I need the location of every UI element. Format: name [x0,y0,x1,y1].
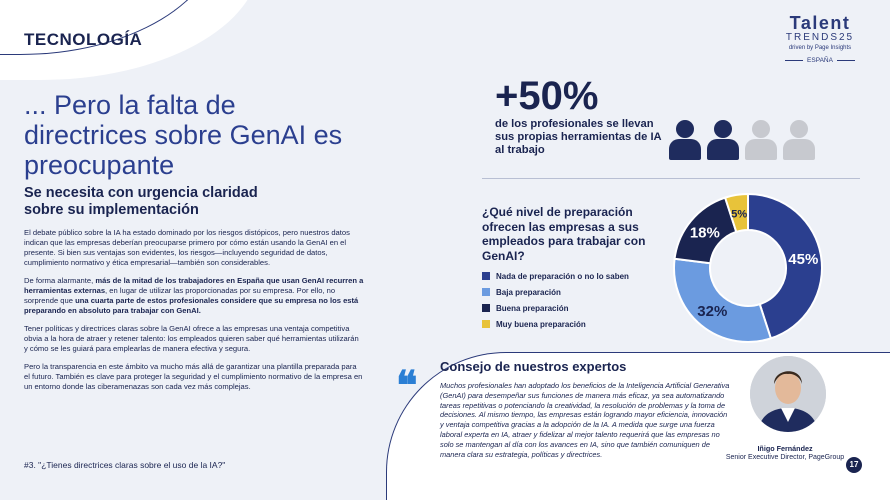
footnote: #3. "¿Tienes directrices claras sobre el uso de la IA?" [24,460,226,470]
donut-chart [668,188,828,348]
brand-region-text: ESPAÑA [807,57,833,64]
legend-swatch-2 [482,304,490,312]
legend-item [482,284,629,300]
expert-quote: Muchos profesionales han adoptado los beneficios de la Inteligencia Artificial Generativa (GenAI) para desempeñar sus funciones de manera más eficaz, ya sea automatizando tareas repetitivas o potenciando la creatividad, la resolución de problemas y la toma de decisiones. Al mismo tiempo, las empresas están logrando mayor eficiencia, innovación y ventaja competitiva gracias a la adopción de la IA. A medida que surge una fuerza laboral experta en IA, atraer y fidelizar al mejor talento requerirá que las empresas no solo se mantengan al día con los avances en IA, sino que también comuniquen de manera clara su estrategia, políticas y directrices. [440,381,730,459]
expert-title: Consejo de nuestros expertos [440,359,627,374]
divider [482,178,860,179]
p2-bold-b: una cuarta parte de estos profesionales considere que su empresa no los está preparando en absoluto para trabajar con GenAI. [24,296,359,315]
chart-title: ¿Qué nivel de preparación ofrecen las empresas a sus empleados para trabajar con GenAI? [482,205,646,263]
p2-text-a: De forma alarmante, [24,276,96,285]
donut-label-2: 18% [689,224,720,242]
person-icon [744,120,778,160]
body-paragraph-1: El debate público sobre la IA ha estado dominado por los riesgos distópicos, pero nuestros datos indican que las empresas deberían preocuparse primero por cómo están usando la GenAI en el presente. Si bien sus ventajas son evidentes, los riesgos—incluyendo seguridad de datos, cumplimiento normativo y ética empresarial—también son considerables. [24,228,350,267]
legend-label: Nada de preparación o no lo saben [496,271,629,281]
body-text [24,228,364,400]
donut-slice-1 [674,259,771,342]
legend-label: Muy buena preparación [496,319,586,329]
p2-text-b: , en lugar de utilizar las proporcionadas por su empresa. Por ello, no sorprende que [24,286,336,305]
donut-label-1: 32% [697,303,728,321]
stat-value: +50% [495,74,599,118]
body-paragraph-2 [24,276,364,316]
legend-label: Baja preparación [496,287,561,297]
person-icon [668,120,702,160]
page-subheadline: Se necesita con urgencia claridad sobre su implementación [24,185,258,218]
people-icons [668,120,816,160]
section-title: TECNOLOGÍA [24,30,143,49]
legend-item [482,268,629,284]
legend-item [482,316,629,332]
donut-label-0: 45% [788,251,819,269]
page-headline: ... Pero la falta de directrices sobre GenAI es preocupante [24,90,343,180]
legend-label: Buena preparación [496,303,569,313]
body-paragraph-4: Pero la transparencia en este ámbito va mucho más allá de garantizar una plantilla preparada para el futuro. También es clave para proteger la seguridad y el cumplimiento normativo de la empresa en un entorno donde las ciberamenazas son cada vez más complejas. [24,362,363,391]
brand-region [780,57,860,64]
avatar [750,356,826,432]
stat-description: de los profesionales se llevan sus propias herramientas de IA al trabajo [495,118,662,156]
p2-bold-a: más de la mitad de los trabajadores en España que usan GenAI recurren a herramientas externas [24,276,364,295]
chart-legend [482,268,629,332]
expert-name: Iñigo Fernández [757,444,813,453]
person-icon [706,120,740,160]
quote-icon: ❝ [396,362,418,409]
expert-role: Senior Executive Director, PageGroup [725,454,845,461]
donut-label-3: 5% [731,208,748,221]
legend-swatch-0 [482,272,490,280]
legend-swatch-1 [482,288,490,296]
brand-line1: Talent [789,13,851,33]
legend-item [482,300,629,316]
brand-logo [780,14,860,64]
page-number: 17 [846,457,862,473]
brand-line2: TRENDS25 [785,32,855,43]
body-paragraph-3: Tener políticas y directrices claras sobre la GenAI ofrece a las empresas una ventaja competitiva obvia a la hora de atraer y retener talento: los empleados quieren saber qué herramientas utilizarán y cómo se les guiará para emplearlas de manera efectiva y segura. [24,324,359,353]
legend-swatch-3 [482,320,490,328]
person-icon [782,120,816,160]
brand-line3: driven by Page Insights [788,45,852,51]
